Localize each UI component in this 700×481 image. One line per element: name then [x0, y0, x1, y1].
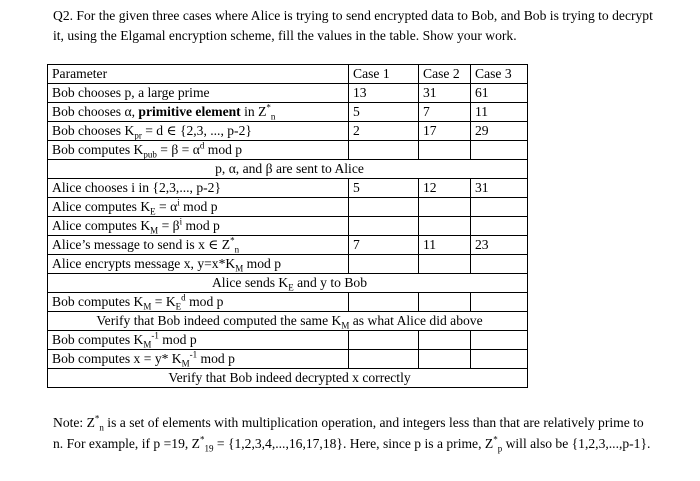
table-row [48, 350, 528, 369]
table-row [48, 198, 528, 217]
param-cell: Bob computes x = y* $K_M^{-1}$ mod p [48, 350, 349, 369]
case1-cell[interactable]: 7 [349, 236, 419, 255]
table-row [48, 217, 528, 236]
case3-cell[interactable] [471, 198, 528, 217]
table-header-row [48, 65, 528, 84]
header-case2: Case 2 [419, 65, 471, 84]
case2-cell[interactable] [419, 198, 471, 217]
param-cell: Alice encrypts message x, $y=x*K_M$ mod p [48, 255, 349, 274]
param-cell: Alice computes $K_M = \beta^i$ mod p [48, 217, 349, 236]
question-text: Q2. For the given three cases where Alice is trying to send encrypted data to Bob, and Bob is trying to decrypt it, using the Elgamal encryption scheme, fill the values in the table. Show your work. [53, 8, 653, 43]
case3-cell[interactable] [471, 255, 528, 274]
case1-cell[interactable]: 2 [349, 122, 419, 141]
case3-cell[interactable]: 29 [471, 122, 528, 141]
table-row [48, 122, 528, 141]
case3-cell[interactable]: 31 [471, 179, 528, 198]
case3-cell[interactable] [471, 293, 528, 312]
header-case1: Case 1 [349, 65, 419, 84]
case2-cell[interactable]: 17 [419, 122, 471, 141]
case1-cell[interactable] [349, 198, 419, 217]
case2-cell[interactable]: 11 [419, 236, 471, 255]
case2-cell[interactable] [419, 255, 471, 274]
table-row [48, 331, 528, 350]
param-cell: Alice computes $K_E = \alpha^i$ mod p [48, 198, 349, 217]
span-text: Alice sends $K_E$ and y to Bob [48, 274, 528, 293]
case2-cell[interactable] [419, 350, 471, 369]
header-case3: Case 3 [471, 65, 528, 84]
case2-cell[interactable] [419, 141, 471, 160]
case2-cell[interactable]: 12 [419, 179, 471, 198]
table-row [48, 141, 528, 160]
case2-cell[interactable] [419, 217, 471, 236]
table-row [48, 103, 528, 122]
table-row [48, 179, 528, 198]
case1-cell[interactable]: 13 [349, 84, 419, 103]
case3-cell[interactable]: 61 [471, 84, 528, 103]
case1-cell[interactable] [349, 350, 419, 369]
table-row [48, 293, 528, 312]
table-span-row [48, 160, 528, 179]
param-cell: Bob chooses α, primitive element in $Z^*_n$ [48, 103, 349, 122]
case1-cell[interactable]: 5 [349, 103, 419, 122]
span-text: p, α, and β are sent to Alice [48, 160, 528, 179]
param-cell: Bob chooses $K_{pr} = d$ ∈ {2,3, ..., p-2} [48, 122, 349, 141]
param-cell: Alice chooses i in {2,3,..., p-2} [48, 179, 349, 198]
case3-cell[interactable]: 23 [471, 236, 528, 255]
case1-cell[interactable] [349, 293, 419, 312]
case3-cell[interactable] [471, 331, 528, 350]
param-cell: Alice’s message to send is x ∈ $Z^*_n$ [48, 236, 349, 255]
case3-cell[interactable] [471, 141, 528, 160]
header-parameter: Parameter [48, 65, 349, 84]
case3-cell[interactable] [471, 217, 528, 236]
elgamal-table [47, 64, 528, 388]
case2-cell[interactable] [419, 331, 471, 350]
case1-cell[interactable]: 5 [349, 179, 419, 198]
case3-cell[interactable]: 11 [471, 103, 528, 122]
table-span-row [48, 312, 528, 331]
case2-cell[interactable]: 7 [419, 103, 471, 122]
case1-cell[interactable] [349, 141, 419, 160]
note-text: Note: $Z^*_n$ is a set of elements with multiplication operation, and integers less than that are relatively prime to n. For example, if p =19, $Z^*_{19} = \{1,2,3,4,...,16,17,18\}$. Here, since p is a prime, $Z^*_p$ will also be {1,2,3,...,p-1}. [53, 413, 651, 454]
param-cell: Bob chooses p, a large prime [48, 84, 349, 103]
table-row [48, 236, 528, 255]
case1-cell[interactable] [349, 217, 419, 236]
table-span-row [48, 369, 528, 388]
case3-cell[interactable] [471, 350, 528, 369]
case2-cell[interactable]: 31 [419, 84, 471, 103]
table-span-row [48, 274, 528, 293]
span-text: Verify that Bob indeed computed the same $K_M$ as what Alice did above [48, 312, 528, 331]
param-cell: Bob computes $K_{pub} = \beta = \alpha^d$ mod p [48, 141, 349, 160]
param-cell: Bob computes $K_M = K_E^d$ mod p [48, 293, 349, 312]
table-row [48, 255, 528, 274]
case1-cell[interactable] [349, 255, 419, 274]
table-row [48, 84, 528, 103]
param-cell: Bob computes $K_M^{-1}$ mod p [48, 331, 349, 350]
span-text: Verify that Bob indeed decrypted x correctly [48, 369, 528, 388]
case1-cell[interactable] [349, 331, 419, 350]
case2-cell[interactable] [419, 293, 471, 312]
